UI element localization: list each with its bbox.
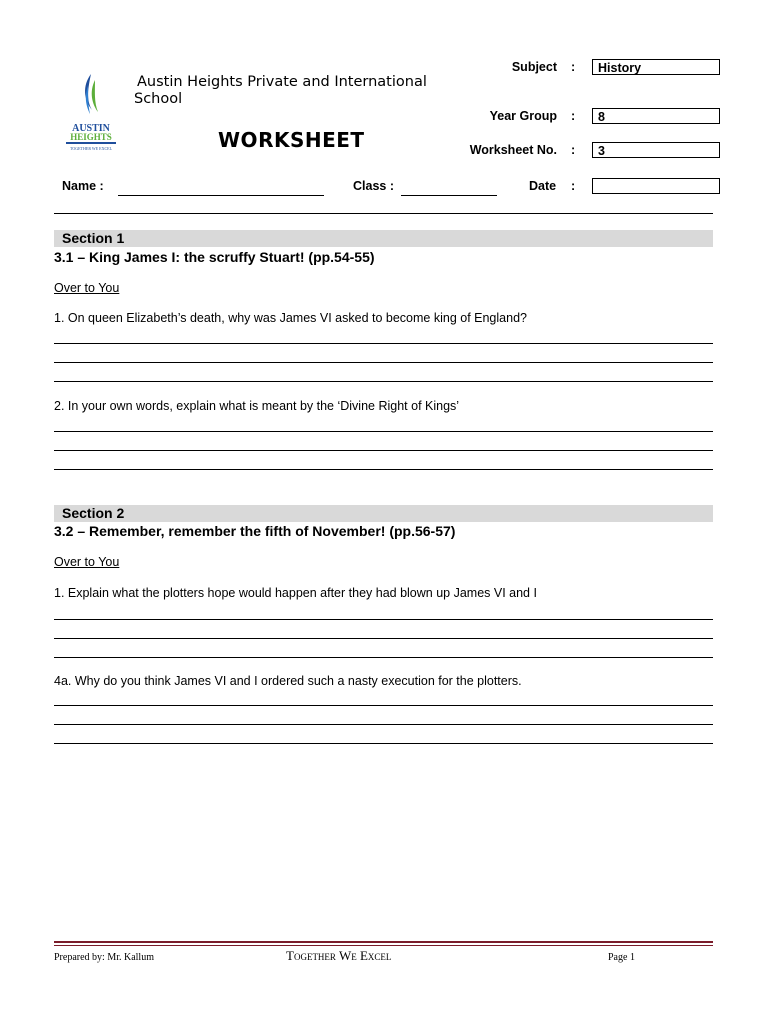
header-divider — [54, 213, 713, 214]
logo-tagline: TOGETHER WE EXCEL — [69, 146, 113, 151]
footer-rule-thin — [54, 945, 713, 946]
worksheet-no-colon: : — [571, 143, 576, 157]
answer-line[interactable] — [54, 743, 713, 744]
section-1-title: 3.1 – King James I: the scruffy Stuart! (pp.54-55) — [54, 249, 375, 265]
worksheet-no-field[interactable]: 3 — [592, 142, 720, 158]
answer-line[interactable] — [54, 619, 713, 620]
subject-colon: : — [571, 60, 576, 74]
name-field[interactable] — [118, 194, 324, 196]
year-group-label: Year Group — [489, 109, 557, 123]
school-name — [134, 74, 434, 108]
logo-text-heights: HEIGHTS — [70, 132, 112, 142]
answer-line[interactable] — [54, 431, 713, 432]
section-1-over-to-you: Over to You — [54, 281, 120, 295]
school-name-line2: School — [134, 91, 183, 107]
class-label: Class : — [353, 179, 394, 193]
year-group-colon: : — [571, 109, 576, 123]
worksheet-no-label: Worksheet No. — [469, 143, 557, 157]
class-field[interactable] — [401, 194, 497, 196]
answer-line[interactable] — [54, 343, 713, 344]
subject-label: Subject — [511, 60, 557, 74]
date-colon: : — [571, 179, 576, 193]
subject-field[interactable]: History — [592, 59, 720, 75]
footer-motto: Together We Excel — [286, 948, 392, 963]
footer-page-number: Page 1 — [608, 952, 635, 963]
answer-line[interactable] — [54, 657, 713, 658]
school-name-line1: Austin Heights Private and International — [137, 74, 427, 90]
answer-line[interactable] — [54, 362, 713, 363]
name-label: Name : — [62, 179, 104, 193]
school-logo — [62, 72, 120, 152]
section-2-bar: Section 2 — [54, 505, 713, 522]
section-2-over-to-you: Over to You — [54, 555, 120, 569]
section-1-question-1: 1. On queen Elizabeth’s death, why was James VI asked to become king of England? — [54, 311, 527, 325]
answer-line[interactable] — [54, 638, 713, 639]
logo-text-austin: AUSTIN — [72, 123, 110, 134]
answer-line[interactable] — [54, 469, 713, 470]
answer-line[interactable] — [54, 705, 713, 706]
date-label: Date — [529, 179, 557, 193]
worksheet-title: WORKSHEET — [218, 128, 365, 152]
section-2-title: 3.2 – Remember, remember the fifth of November! (pp.56-57) — [54, 523, 456, 539]
section-1-question-2: 2. In your own words, explain what is meant by the ‘Divine Right of Kings’ — [54, 399, 460, 413]
date-field[interactable] — [592, 178, 720, 194]
answer-line[interactable] — [54, 724, 713, 725]
answer-line[interactable] — [54, 381, 713, 382]
section-1-bar: Section 1 — [54, 230, 713, 247]
section-2-question-2: 4a. Why do you think James VI and I ordered such a nasty execution for the plotters. — [54, 674, 522, 688]
answer-line[interactable] — [54, 450, 713, 451]
footer-rule-thick — [54, 941, 713, 943]
footer-prepared-by: Prepared by: Mr. Kallum — [54, 952, 154, 963]
section-2-question-1: 1. Explain what the plotters hope would happen after they had blown up James VI and I — [54, 586, 537, 600]
year-group-field[interactable]: 8 — [592, 108, 720, 124]
